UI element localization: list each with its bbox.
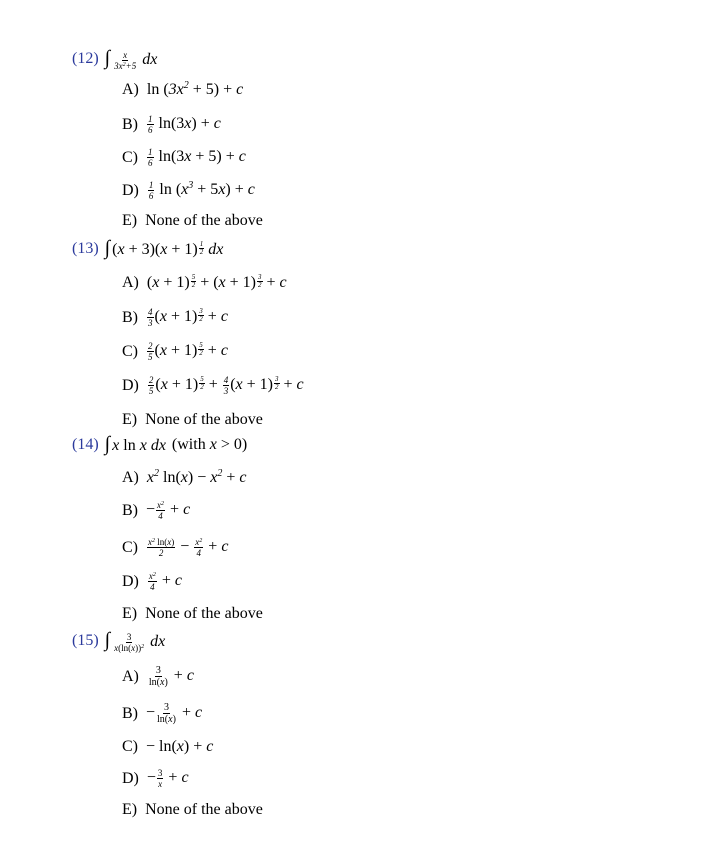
option-label: B) xyxy=(122,501,138,519)
option-expression: $\frac{x^2}{4}$ + c xyxy=(148,571,183,592)
integral-expression: ∫ $\frac{3}{x(\ln(x))^2}$ dx xyxy=(104,629,166,653)
option-text: None of the above xyxy=(145,801,263,818)
option-14-c[interactable] xyxy=(122,537,228,558)
question-15 xyxy=(72,630,165,653)
option-expression: $\frac{1}{6}$ ln(3x) + c xyxy=(148,114,221,135)
option-15-c[interactable] xyxy=(122,737,213,757)
option-12-e[interactable] xyxy=(122,211,263,231)
question-number: (12) xyxy=(72,50,99,68)
option-label: E) xyxy=(122,411,138,428)
option-label: E) xyxy=(122,212,138,229)
option-label: B) xyxy=(122,308,138,326)
option-12-c[interactable] xyxy=(122,147,246,168)
option-15-b[interactable] xyxy=(122,702,202,725)
option-text: None of the above xyxy=(145,411,263,428)
question-13 xyxy=(72,238,223,260)
option-label: D) xyxy=(122,376,139,394)
question-12 xyxy=(72,48,157,71)
option-expression: $\frac{4}{3}$ (x + 1) $\frac{3}{2}$ + c xyxy=(148,307,228,328)
option-label: E) xyxy=(122,605,138,622)
option-expression: − $\frac{3}{x}$ + c xyxy=(146,768,189,789)
option-12-a[interactable] xyxy=(122,80,243,100)
question-number: (14) xyxy=(72,436,99,453)
option-14-e[interactable] xyxy=(122,604,263,624)
option-expression: $\ln (3x^2 + 5) + c$ xyxy=(146,80,244,98)
option-expression: $\frac{x^2 \ln(x)}{2}$ − $\frac{x^2}{4}$ + c xyxy=(148,537,229,558)
integral-expression: ∫ x ln x dx xyxy=(104,433,166,455)
option-label: D) xyxy=(122,181,139,199)
option-15-e[interactable] xyxy=(122,800,263,820)
option-expression: − $\frac{x^2}{4}$ + c xyxy=(146,500,191,521)
option-expression: − $\frac{3}{\ln(x)}$ + c xyxy=(146,702,203,725)
question-14 xyxy=(72,434,247,456)
option-label: C) xyxy=(122,148,138,166)
option-13-d[interactable] xyxy=(122,375,304,396)
option-label: C) xyxy=(122,538,138,556)
option-label: E) xyxy=(122,801,138,818)
option-label: D) xyxy=(122,572,139,590)
option-expression: $\frac{3}{\ln(x)}$ + c xyxy=(148,665,194,688)
option-13-b[interactable] xyxy=(122,307,228,328)
integral-expression: ∫ (x + 3)(x + 1) $\frac{1}{2}$ dx xyxy=(104,237,224,259)
option-label: A) xyxy=(122,81,139,98)
option-label: B) xyxy=(122,704,138,722)
option-15-d[interactable] xyxy=(122,768,189,789)
option-text: None of the above xyxy=(145,605,263,622)
option-15-a[interactable] xyxy=(122,665,194,688)
option-14-a[interactable] xyxy=(122,468,247,488)
condition: (with x > 0) xyxy=(171,436,248,453)
option-label: C) xyxy=(122,738,138,755)
option-label: C) xyxy=(122,342,138,360)
option-label: A) xyxy=(122,274,139,291)
option-expression: $\frac{2}{5}$ (x + 1) $\frac{5}{2}$ + $\frac{4}{3}$ (x + 1) $\frac{3}{2}$ + c xyxy=(148,375,304,396)
option-12-b[interactable] xyxy=(122,114,221,135)
option-text: None of the above xyxy=(145,212,263,229)
option-13-e[interactable] xyxy=(122,410,263,430)
option-label: A) xyxy=(122,667,139,685)
option-expression: $\frac{2}{5}$ (x + 1) $\frac{5}{2}$ + c xyxy=(148,341,228,362)
option-14-d[interactable] xyxy=(122,571,182,592)
option-expression: (x + 1) $\frac{5}{2}$ + (x + 1) $\frac{3}{2}$ + c xyxy=(146,273,287,291)
option-expression: $\frac{1}{6}$ $\ln (x^3 + 5x) + c$ xyxy=(148,180,255,201)
option-14-b[interactable] xyxy=(122,500,190,521)
option-expression: − ln(x) + c xyxy=(146,738,214,755)
option-12-d[interactable] xyxy=(122,180,255,201)
question-number: (15) xyxy=(72,632,99,650)
option-label: B) xyxy=(122,115,138,133)
option-expression: $x^2$ $\ln(x) - x^2 + c$ xyxy=(146,468,247,486)
option-13-a[interactable] xyxy=(122,273,287,293)
option-label: A) xyxy=(122,469,139,486)
option-13-c[interactable] xyxy=(122,341,228,362)
question-number: (13) xyxy=(72,240,99,257)
option-expression: $\frac{1}{6}$ ln(3x + 5) + c xyxy=(148,147,246,168)
option-label: D) xyxy=(122,769,139,787)
integral-expression: ∫ $\frac{x}{3x^2+5}$ dx xyxy=(104,47,158,71)
